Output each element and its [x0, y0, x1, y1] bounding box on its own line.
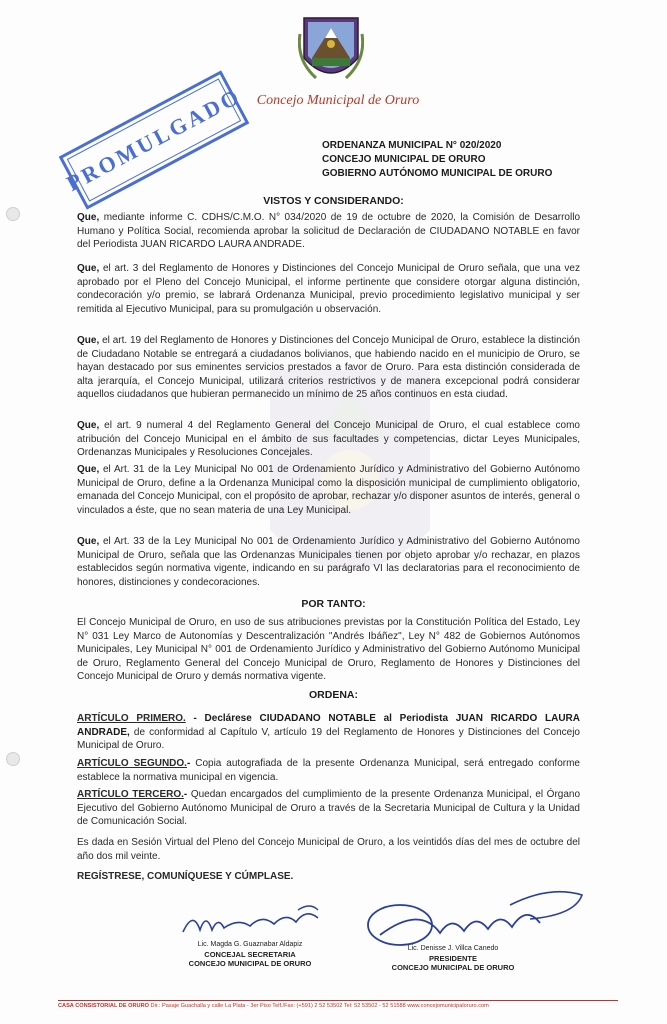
punch-hole [6, 752, 20, 766]
secretary-name: Lic. Magda G. Guaznabar Aldapiz [197, 941, 303, 948]
heading-line-2: CONCEJO MUNICIPAL DE ORURO [322, 154, 486, 165]
footer-rule [58, 1000, 618, 1001]
president-org: CONCEJO MUNICIPAL DE ORURO [391, 963, 515, 972]
por-tanto-paragraph: El Concejo Municipal de Oruro, en uso de sus atribuciones previstas por la Constitución Política del Estado, Ley N° 031 Ley Marco de Autonomías y Descentralización "Andrés Ibáñez", Ley N° 482 de Gobiernos Autónomos Municipales, Ley Municipal N° 001 de Ordenamiento Jurídico y Administrativo del Gobierno Autónomo Municipal de Oruro, Reglamento General del Concejo Municipal de Oruro, Reglamento de Honores y Distinciones del Concejo Municipal de Oruro y demás normativa vigente. [77, 617, 580, 683]
signature-block-secretary [170, 940, 330, 969]
footer-address: CASA CONSISTORIAL DE ORURO Dir.: Pasaje Guachalla y calle La Plata - 3er Piso Telf./Fax: (+591) 2 52 53502 Tel: 52 53502 - 52 51588 www.concejomunicipaloruro.com [58, 1003, 489, 1009]
municipal-crest-logo [298, 14, 364, 88]
article-1: ARTÍCULO PRIMERO. - Declárese CIUDADANO NOTABLE al Periodista JUAN RICARDO LAURA ANDRADE, de conformidad al Capítulo V, artículo 19 del Reglamento de Honores y Distinciones del Concejo Municipal de Oruro. [77, 713, 580, 752]
closing-formula: REGÍSTRESE, COMUNÍQUESE Y CÚMPLASE. [77, 871, 294, 882]
ordena-title: ORDENA: [309, 689, 358, 701]
signature-block-president [383, 944, 523, 973]
considerando-2: Que, el art. 3 del Reglamento de Honores y Distinciones del Concejo Municipal de Oruro señala, que una vez aprobado por el Pleno del Concejo Municipal, el informe pertinente que considere otorgar alguna distinción, condecoración y/o premio, se labrará Ordenanza Municipal, previo procedimiento legislativo municipal y ser remitida al Ejecutivo Municipal, para su promulgación u observación. [77, 263, 580, 315]
stamp-text: PROMULGADO [62, 83, 246, 197]
council-name-logotype: Concejo Municipal de Oruro [256, 93, 420, 108]
considerando-6: Que, el Art. 33 de la Ley Municipal No 001 de Ordenamiento Jurídico y Administrativo del Gobierno Autónomo Municipal de Oruro, señala que las Ordenanzas Municipales tienen por objeto aprobar y/o rechazar, en plazos establecidos según normativa vigente, indicando en su parágrafo VI las declaratorias para el reconocimiento de honores, distinciones y condecoraciones. [77, 536, 580, 588]
article-3: ARTÍCULO TERCERO.- Quedan encargados del cumplimiento de la presente Ordenanza Municipal, el Órgano Ejecutivo del Gobierno Autónomo Municipal de Oruro a través de la Secretaria Municipal de Cultura y la Unidad de Comunicación Social. [77, 789, 581, 828]
ordinance-heading [322, 139, 552, 181]
secretary-role: CONCEJAL SECRETARIA [204, 949, 296, 959]
considerando-5: Que, el Art. 31 de la Ley Municipal No 001 de Ordenamiento Jurídico y Administrativo del Gobierno Autónomo Municipal de Oruro, define a la Ordenanza Municipal como la disposición municipal de cumplimiento obligatorio, emanada del Concejo Municipal, con el propósito de aprobar, rechazar y/o disponer asuntos de interés, general o vinculados a éste, que no sean materia de una Ley Municipal. [77, 464, 580, 516]
considerando-1: Que, mediante informe C. CDHS/C.M.O. N° 034/2020 de 19 de octubre de 2020, la Comisión de Desarrollo Humano y Política Social, recomienda aprobar la solicitud de Declaración de CIUDADANO NOTABLE en favor del Periodista JUAN RICARDO LAURA ANDRADE. [77, 212, 580, 251]
promulgado-stamp [59, 70, 250, 209]
article-2: ARTÍCULO SEGUNDO.- Copia autografiada de la presente Ordenanza Municipal, será entregado conforme establece la normativa municipal en vigencia. [77, 758, 580, 783]
president-role: PRESIDENTE [429, 953, 477, 963]
president-name: Lic. Denisse J. Villca Canedo [407, 945, 499, 952]
heading-line-3: GOBIERNO AUTÓNOMO MUNICIPAL DE ORURO [322, 168, 553, 179]
closing-paragraph: Es dada en Sesión Virtual del Pleno del Concejo Municipal de Oruro, a los veintidós días del mes de octubre del año dos mil veinte. [77, 837, 580, 862]
heading-line-1: ORDENANZA MUNICIPAL N° 020/2020 [322, 140, 502, 151]
vistos-title: VISTOS Y CONSIDERANDO: [263, 195, 404, 207]
considerando-4: Que, el art. 9 numeral 4 del Reglamento General del Concejo Municipal de Oruro, el cual establece como atribución del Concejo Municipal en el ámbito de sus facultades y competencias, dictar Leyes Municipales, Ordenanzas Municipales y Resoluciones Concejales. [77, 420, 580, 459]
punch-hole [6, 207, 20, 221]
considerando-3: Que, el art. 19 del Reglamento de Honores y Distinciones del Concejo Municipal de Oruro, establece la distinción de Ciudadano Notable se entregará a ciudadanos bolivianos, que habiendo nacido en el municipio de Oruro, se hayan destacado por sus eminentes servicios prestados a favor de Oruro. Para esta distinción considerada de alta jerarquía, el Concejo Municipal, utilizará criterios restrictivos y de manera excepcional podrá considerar aquellos ciudadanos que hubieran permanecido un mínimo de 25 años continuos en esta ciudad. [77, 335, 580, 401]
por-tanto-title: POR TANTO: [301, 598, 366, 610]
signature-secretary [178, 900, 328, 940]
secretary-org: CONCEJO MUNICIPAL DE ORURO [188, 959, 312, 968]
